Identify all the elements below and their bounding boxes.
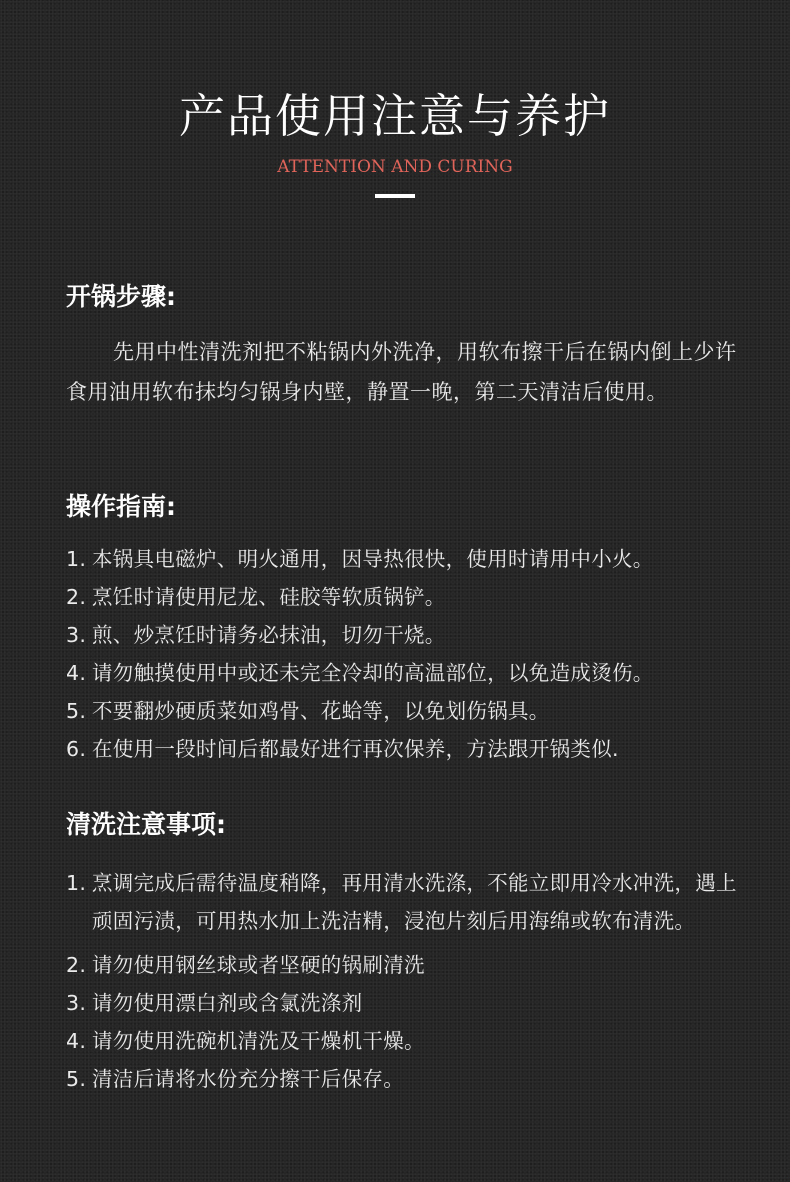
list-item: 5. 清洁后请将水份充分擦干后保存。 bbox=[66, 1067, 404, 1091]
list-item: 5. 不要翻炒硬质菜如鸡骨、花蛤等，以免划伤锅具。 bbox=[66, 699, 550, 723]
page-header bbox=[0, 84, 790, 198]
section-operation-guide bbox=[66, 490, 746, 768]
section-heading-cleaning: 清洗注意事项: bbox=[66, 810, 226, 839]
list-item: 1. 烹调完成后需待温度稍降，再用清水洗涤，不能立即用冷水冲洗，遇上顽固污渍，可用热水加上洗洁精，浸泡片刻后用海绵或软布清洗。 bbox=[66, 871, 737, 933]
cleaning-list bbox=[66, 864, 746, 1098]
operation-list bbox=[66, 540, 746, 768]
page-subtitle: ATTENTION AND CURING bbox=[277, 157, 513, 177]
list-item: 4. 请勿触摸使用中或还未完全冷却的高温部位，以免造成烫伤。 bbox=[66, 661, 654, 685]
section-heading-seasoning: 开锅步骤: bbox=[66, 282, 176, 311]
list-item: 6. 在使用一段时间后都最好进行再次保养，方法跟开锅类似. bbox=[66, 737, 619, 761]
list-item: 4. 请勿使用洗碗机清洗及干燥机干燥。 bbox=[66, 1029, 425, 1053]
list-item: 3. 煎、炒烹饪时请务必抹油，切勿干烧。 bbox=[66, 623, 446, 647]
list-item: 2. 请勿使用钢丝球或者坚硬的锅刷清洗 bbox=[66, 953, 425, 977]
list-item: 3. 请勿使用漂白剂或含氯洗涤剂 bbox=[66, 991, 363, 1015]
title-underline bbox=[375, 194, 415, 198]
section-seasoning-steps bbox=[66, 280, 746, 412]
section-cleaning-notes bbox=[66, 808, 746, 1098]
list-item: 2. 烹饪时请使用尼龙、硅胶等软质锅铲。 bbox=[66, 585, 446, 609]
list-item: 1. 本锅具电磁炉、明火通用，因导热很快，使用时请用中小火。 bbox=[66, 547, 654, 571]
seasoning-paragraph: 先用中性清洗剂把不粘锅内外洗净，用软布擦干后在锅内倒上少许食用油用软布抹均匀锅身内壁，静置一晚，第二天清洁后使用。 bbox=[66, 340, 737, 404]
page-title: 产品使用注意与养护 bbox=[179, 89, 611, 143]
section-heading-operation: 操作指南: bbox=[66, 492, 176, 521]
